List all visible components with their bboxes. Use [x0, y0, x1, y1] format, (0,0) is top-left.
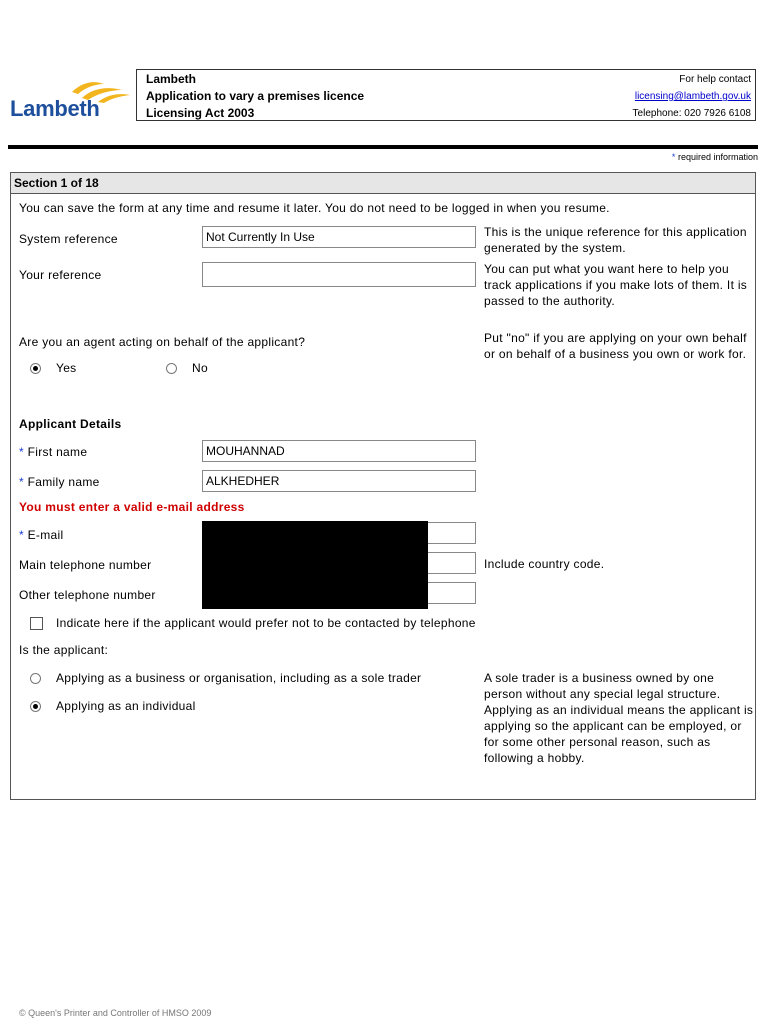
business-option-label: Applying as a business or organisation, including as a sole trader: [56, 671, 422, 685]
agent-yes-label: Yes: [56, 361, 77, 375]
agent-yes-radio[interactable]: [30, 363, 41, 374]
your-reference-input[interactable]: [202, 262, 476, 287]
section-panel: [10, 172, 756, 800]
agent-no-radio[interactable]: [166, 363, 177, 374]
help-label: For help contact: [679, 74, 751, 85]
first-name-label-text: First name: [27, 445, 88, 459]
help-email-link[interactable]: licensing@lambeth.gov.uk: [634, 91, 751, 102]
email-label-text: E-mail: [27, 528, 64, 542]
your-reference-label: Your reference: [19, 268, 102, 282]
email-error-message: You must enter a valid e-mail address: [19, 500, 245, 514]
section-intro: You can save the form at any time and resume it later. You do not need to be logged in when you resume.: [19, 201, 610, 215]
copyright-footer: © Queen's Printer and Controller of HMSO 2009: [19, 1008, 212, 1018]
act-name: Licensing Act 2003: [146, 106, 255, 120]
no-telephone-label: Indicate here if the applicant would prefer not to be contacted by telephone: [56, 616, 476, 630]
applicant-type-label: Is the applicant:: [19, 643, 109, 657]
system-reference-help: This is the unique reference for this application generated by the system.: [484, 225, 747, 255]
redaction-block: [202, 521, 428, 609]
council-name: Lambeth: [146, 72, 197, 86]
help-telephone: Telephone: 020 7926 6108: [632, 108, 751, 119]
family-name-input[interactable]: ALKHEDHER: [202, 470, 476, 492]
logo-text: Lambeth: [10, 96, 100, 121]
form-title-block: [146, 71, 364, 122]
family-name-label: [19, 475, 100, 489]
main-telephone-label: Main telephone number: [19, 558, 152, 572]
agent-no-label: No: [192, 361, 208, 375]
individual-option-label: Applying as an individual: [56, 699, 196, 713]
help-contact-block: [633, 71, 751, 122]
email-label: [19, 528, 63, 542]
email-required-star: *: [19, 528, 24, 542]
family-name-label-text: Family name: [27, 475, 100, 489]
header-divider: [8, 145, 758, 149]
section-title: Section 1 of 18: [11, 173, 755, 194]
system-reference-label: System reference: [19, 232, 118, 246]
first-name-input[interactable]: MOUHANNAD: [202, 440, 476, 462]
lambeth-logo: [10, 78, 130, 124]
required-note-text: required information: [677, 152, 758, 162]
business-radio[interactable]: [30, 673, 41, 684]
no-telephone-checkbox[interactable]: [30, 617, 43, 630]
main-telephone-help: Include country code.: [484, 557, 605, 571]
individual-radio[interactable]: [30, 701, 41, 712]
other-telephone-label: Other telephone number: [19, 588, 156, 602]
first-name-label: [19, 445, 87, 459]
your-reference-help: You can put what you want here to help you track applications if you make lots of them. It is passed to the authority.: [484, 262, 748, 308]
applicant-details-heading: Applicant Details: [19, 417, 122, 431]
family-name-required-star: *: [19, 475, 24, 489]
agent-question-label: Are you an agent acting on behalf of the applicant?: [19, 335, 306, 349]
agent-question-help: Put "no" if you are applying on your own behalf or on behalf of a business you own or work for.: [484, 331, 747, 361]
applicant-type-help: A sole trader is a business owned by one person without any special legal structure. Applying as an individual means the applicant is applying so the applicant can be employed, or for some other personal reason, such as following a hobby.: [484, 671, 754, 765]
first-name-required-star: *: [19, 445, 24, 459]
required-note: [672, 152, 758, 162]
form-title: Application to vary a premises licence: [146, 89, 365, 103]
form-header: [136, 69, 756, 121]
system-reference-field: Not Currently In Use: [202, 226, 476, 248]
required-star: *: [671, 152, 676, 162]
